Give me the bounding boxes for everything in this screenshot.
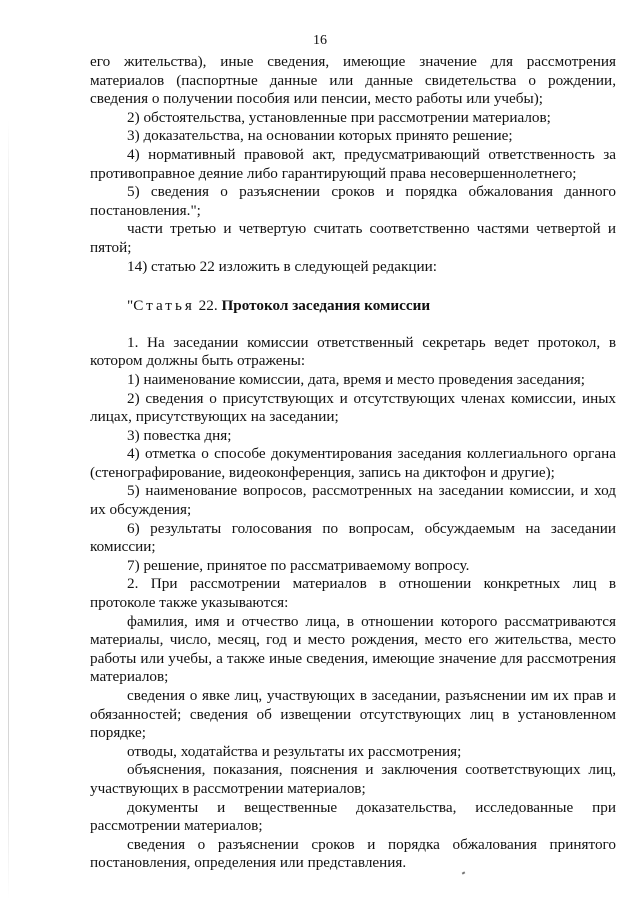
paragraph-item-5: 5) сведения о разъяснении сроков и порядка обжалования данного постановления."; [90, 183, 616, 219]
protocol-field-appeal: сведения о разъяснении сроков и порядка обжалования принятого постановления, определения или представления. [90, 835, 616, 872]
protocol-field-person: фамилия, имя и отчество лица, в отношении которого рассматриваются материалы, число, месяц, год и место рождения, место его жительства, место работы или учебы, а также иные сведения, имеющие значение для рассмотрения материалов; [90, 612, 616, 686]
article-word: Статья [133, 297, 195, 315]
article-paragraph-1: 1. На заседании комиссии ответственный секретарь ведет протокол, в котором должны быть отражены: [90, 333, 616, 370]
article-item-1: 1) наименование комиссии, дата, время и место проведения заседания; [127, 370, 585, 388]
article-item-3: 3) повестка дня; [127, 426, 232, 444]
paragraph-item-3: 3) доказательства, на основании которых принято решение; [127, 127, 513, 145]
page-number: 16 [313, 33, 327, 48]
article-item-2: 2) сведения о присутствующих и отсутствующих членах комиссии, иных лицах, присутствующих на заседании; [90, 389, 616, 426]
protocol-field-motions: отводы, ходатайства и результаты их рассмотрения; [127, 742, 462, 760]
protocol-field-evidence: документы и вещественные доказательства, исследованные при рассмотрении материалов; [90, 798, 616, 835]
scan-speck [462, 871, 466, 874]
article-item-4: 4) отметка о способе документирования заседания коллегиального органа (стенографирование, видеоконференция, запись на диктофон и другие); [90, 445, 616, 481]
scan-edge-shadow [8, 120, 9, 900]
paragraph-item-4: 4) нормативный правовой акт, предусматривающий ответственность за противоправное деяние либо гарантирующий права несовершеннолетнего; [90, 145, 616, 182]
article-open-quote: " [127, 297, 134, 315]
protocol-field-attendance: сведения о явке лиц, участвующих в заседании, разъяснении им их прав и обязанностей; сведения об извещении отсутствующих лиц в установленном порядке; [90, 687, 616, 742]
paragraph-amendment-14: 14) статью 22 изложить в следующей редакции: [127, 257, 437, 275]
article-number: 22. [194, 297, 222, 315]
paragraph-continuation: его жительства), иные сведения, имеющие значение для рассмотрения материалов (паспортные данные или данные свидетельства о рождении, сведения о получении пособия или пенсии, место работы или учебы); [90, 53, 616, 108]
document-body [90, 53, 616, 873]
protocol-field-statements: объяснения, показания, пояснения и заключения соответствующих лиц, участвующих в рассмотрении материалов; [90, 761, 616, 797]
article-heading [90, 297, 616, 316]
article-title: Протокол заседания комиссии [221, 297, 431, 315]
article-paragraph-2: 2. При рассмотрении материалов в отношении конкретных лиц в протоколе также указываются: [90, 575, 616, 612]
paragraph-item-2: 2) обстоятельства, установленные при рассмотрении материалов; [127, 108, 551, 126]
article-item-5: 5) наименование вопросов, рассмотренных на заседании комиссии, и ход их обсуждения; [90, 482, 616, 519]
article-item-6: 6) результаты голосования по вопросам, обсуждаемым на заседании комиссии; [90, 519, 616, 556]
article-item-7: 7) решение, принятое по рассматриваемому вопросу. [127, 556, 470, 574]
paragraph-renumber: части третью и четвертую считать соответственно частями четвертой и пятой; [90, 220, 616, 256]
